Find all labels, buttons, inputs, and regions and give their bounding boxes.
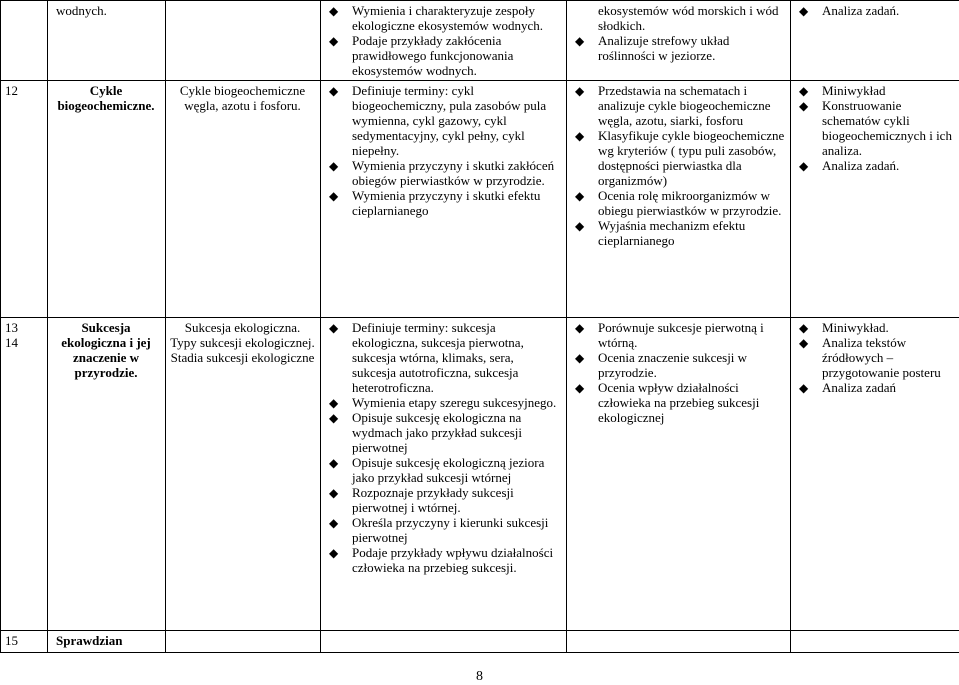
list-item: ◆ Przedstawia na schematach i analizuje cykle biogeochemiczne węgla, azotu, siarki, fosforu [575, 83, 771, 128]
diamond-bullet-icon: ◆ [799, 381, 809, 395]
extended-requirements-cell [567, 318, 791, 631]
extended-requirements-cell [567, 81, 791, 318]
topic-cell: Sprawdzian [48, 631, 166, 653]
list-item: ◆ Klasyfikuje cykle biogeochemiczne wg kryteriów ( typu puli zasobów, dostępności pierwiastka dla organizmów) [575, 128, 785, 188]
requirements-cell [321, 81, 567, 318]
requirements-cell [321, 318, 567, 631]
diamond-bullet-icon: ◆ [799, 99, 809, 113]
list-item: ◆ Opisuje sukcesję ekologiczną jeziora jako przykład sukcesji wtórnej [329, 455, 545, 485]
diamond-bullet-icon: ◆ [799, 321, 809, 335]
list-item: ◆ Opisuje sukcesję ekologiczna na wydmach jako przykład sukcesji pierwotnej [329, 410, 523, 455]
page-number: 8 [476, 669, 483, 684]
diamond-bullet-icon: ◆ [329, 456, 339, 470]
diamond-bullet-icon: ◆ [799, 84, 809, 98]
diamond-bullet-icon: ◆ [575, 351, 585, 365]
diamond-bullet-icon: ◆ [329, 34, 339, 48]
diamond-bullet-icon: ◆ [575, 84, 585, 98]
table-row [1, 81, 959, 318]
list-item: ◆ Wyjaśnia mechanizm efektu cieplarnianego [575, 218, 746, 248]
topic-cell: wodnych. [48, 1, 166, 81]
diamond-bullet-icon: ◆ [329, 516, 339, 530]
lesson-number: 15 [1, 631, 48, 653]
list-item: ◆ Wymienia przyczyny i skutki efektu cieplarnianego [329, 188, 541, 218]
diamond-bullet-icon: ◆ [329, 4, 339, 18]
list-item: ◆ Ocenia rolę mikroorganizmów w obiegu pierwiastków w przyrodzie. [575, 188, 782, 218]
extended-requirements-cell [567, 1, 791, 81]
diamond-bullet-icon: ◆ [575, 321, 585, 335]
diamond-bullet-icon: ◆ [575, 34, 585, 48]
diamond-bullet-icon: ◆ [575, 381, 585, 395]
list-item: ◆ Ocenia znaczenie sukcesji w przyrodzie. [575, 350, 748, 380]
list-item: ekosystemów wód morskich i wód słodkich. [598, 3, 779, 33]
list-item: ◆ Definiuje terminy: cykl biogeochemiczny, pula zasobów pula wymienna, cykl gazowy, cykl sedymentacyjny, cykl pełny, cykl niepełny. [329, 83, 547, 158]
methods-cell [791, 81, 959, 318]
diamond-bullet-icon: ◆ [329, 411, 339, 425]
requirements-cell [321, 1, 567, 81]
diamond-bullet-icon: ◆ [329, 84, 339, 98]
list-item: ◆ Wymienia etapy szeregu sukcesyjnego. [329, 395, 557, 410]
diamond-bullet-icon: ◆ [329, 159, 339, 173]
diamond-bullet-icon: ◆ [329, 546, 339, 560]
list-item: ◆ Konstruowanie schematów cykli biogeochemicznych i ich analiza. [799, 98, 952, 158]
diamond-bullet-icon: ◆ [799, 159, 809, 173]
list-item: ◆ Wymienia i charakteryzuje zespoły ekologiczne ekosystemów wodnych. [329, 3, 543, 33]
table-row [1, 631, 959, 653]
methods-cell [791, 318, 959, 631]
content-cell: Sukcesja ekologiczna. Typy sukcesji ekologicznej. Stadia sukcesji ekologiczne [166, 318, 321, 631]
diamond-bullet-icon: ◆ [329, 396, 339, 410]
list-item: ◆ Podaje przykłady zakłócenia prawidłowego funkcjonowania ekosystemów wodnych. [329, 33, 514, 78]
diamond-bullet-icon: ◆ [799, 4, 809, 18]
topic-cell: Sukcesja ekologiczna i jej znaczenie w przyrodzie. [48, 318, 166, 631]
list-item: ◆ Analiza zadań. [799, 3, 900, 18]
topic-cell: Cykle biogeochemiczne. [48, 81, 166, 318]
diamond-bullet-icon: ◆ [575, 219, 585, 233]
list-item: ◆ Porównuje sukcesje pierwotną i wtórną. [575, 320, 764, 350]
diamond-bullet-icon: ◆ [799, 336, 809, 350]
diamond-bullet-icon: ◆ [575, 129, 585, 143]
list-item: ◆ Miniwykład. [799, 320, 889, 335]
diamond-bullet-icon: ◆ [329, 189, 339, 203]
list-item: ◆ Analiza zadań [799, 380, 896, 395]
table-row [1, 1, 959, 81]
list-item: ◆ Określa przyczyny i kierunki sukcesji pierwotnej [329, 515, 549, 545]
list-item: ◆ Miniwykład [799, 83, 886, 98]
list-item: ◆ Wymienia przyczyny i skutki zakłóceń obiegów pierwiastków w przyrodzie. [329, 158, 555, 188]
list-item: ◆ Rozpoznaje przykłady sukcesji pierwotnej i wtórnej. [329, 485, 514, 515]
list-item: ◆ Definiuje terminy: sukcesja ekologiczna, sukcesja pierwotna, sukcesja wtórna, klimaks, sera, sukcesja autotroficzna, sukcesja heterotroficzna. [329, 320, 524, 395]
table-row [1, 318, 959, 631]
diamond-bullet-icon: ◆ [329, 486, 339, 500]
lesson-number: 13 14 [1, 318, 48, 631]
diamond-bullet-icon: ◆ [575, 189, 585, 203]
diamond-bullet-icon: ◆ [329, 321, 339, 335]
list-item: ◆ Analiza tekstów źródłowych – przygotowanie posteru [799, 335, 941, 380]
list-item: ◆ Analiza zadań. [799, 158, 900, 173]
content-cell: Cykle biogeochemiczne węgla, azotu i fosforu. [166, 81, 321, 318]
lesson-number: 12 [1, 81, 48, 318]
list-item: ◆ Analizuje strefowy układ roślinności w jeziorze. [575, 33, 730, 63]
methods-cell [791, 1, 959, 81]
list-item: ◆ Podaje przykłady wpływu działalności człowieka na przebieg sukcesji. [329, 545, 554, 575]
list-item: ◆ Ocenia wpływ działalności człowieka na przebieg sukcesji ekologicznej [575, 380, 760, 425]
